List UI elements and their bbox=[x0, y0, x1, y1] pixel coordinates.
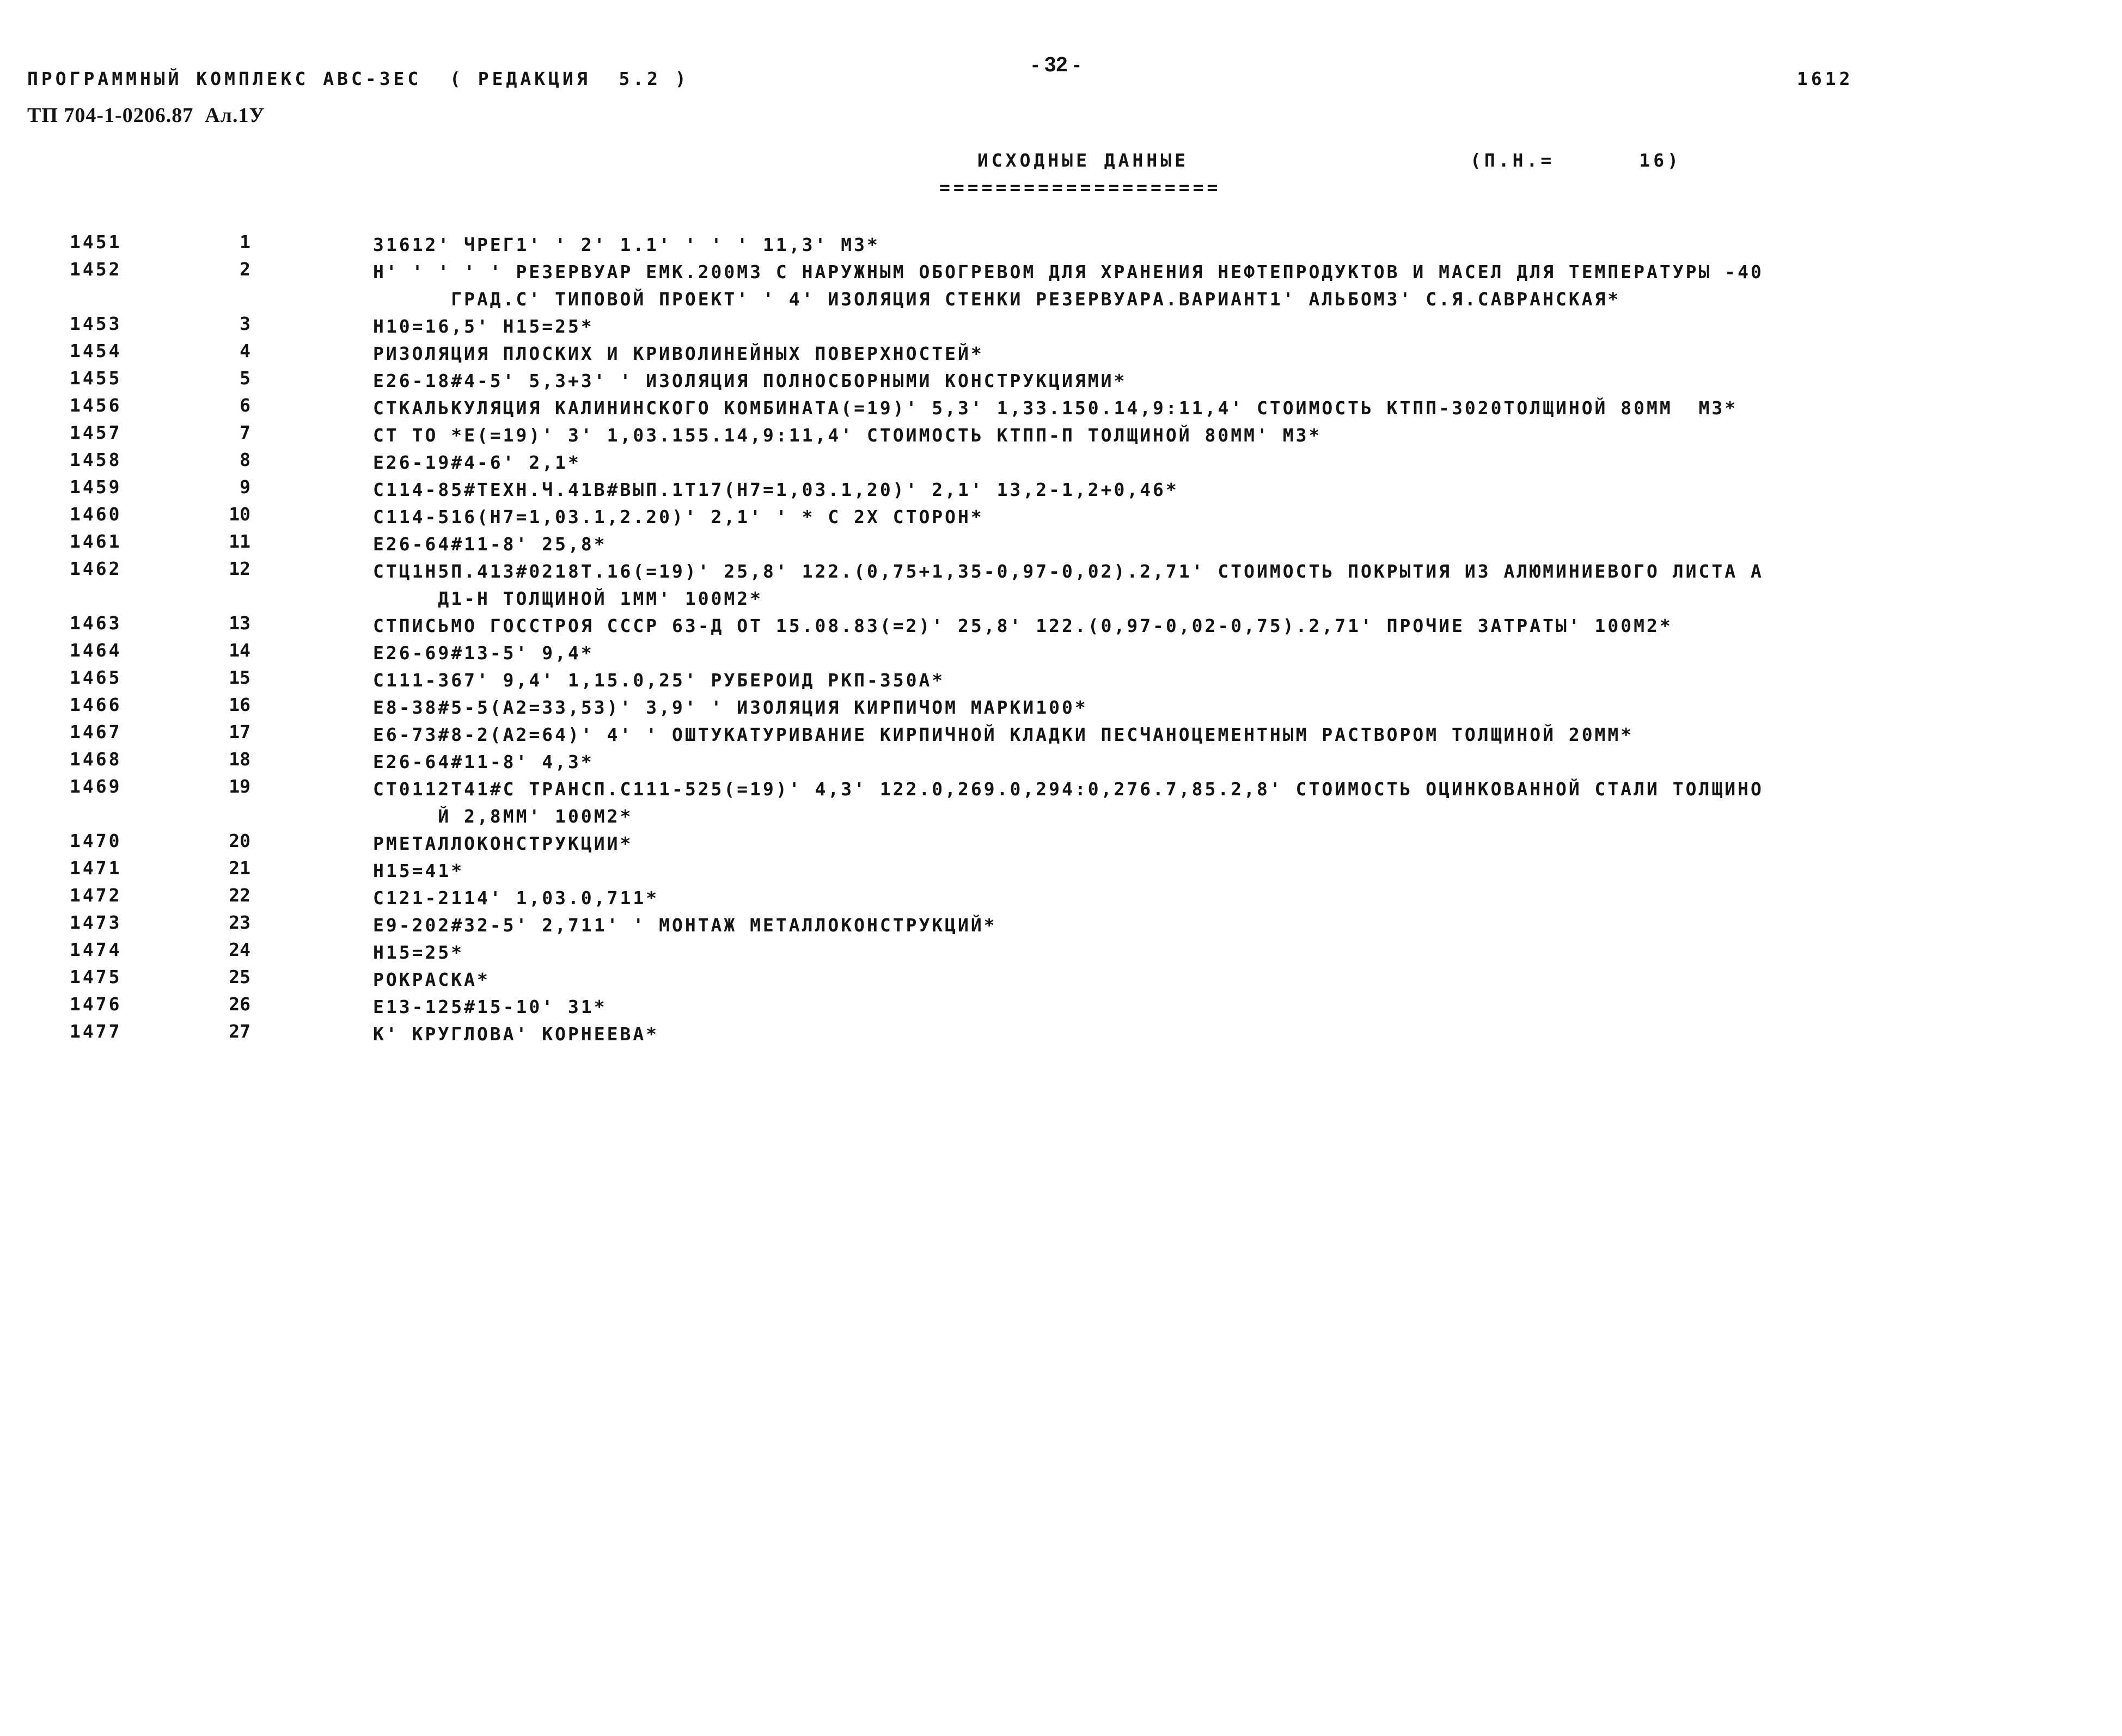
line-number: 1451 bbox=[70, 231, 122, 253]
listing-row bbox=[0, 612, 2122, 640]
sequence-number: 20 bbox=[229, 830, 250, 851]
record-text: Е26-64#11-8' 4,3* bbox=[373, 751, 594, 772]
sequence-number: 1 bbox=[240, 231, 250, 253]
line-number: 1474 bbox=[70, 939, 122, 960]
line-number: 1455 bbox=[70, 367, 122, 389]
line-number: 1457 bbox=[70, 422, 122, 443]
record-text-block bbox=[373, 667, 2110, 694]
line-number: 1469 bbox=[70, 776, 122, 797]
line-number: 1473 bbox=[70, 912, 122, 933]
record-text-block bbox=[373, 612, 2110, 640]
line-number: 1454 bbox=[70, 340, 122, 361]
record-text: СТЦ1Н5П.413#0218Т.16(=19)' 25,8' 122.(0,75+1,35-0,97-0,02).2,71' СТОИМОСТЬ ПОКРЫТИЯ ИЗ АЛЮМИНИЕВОГО ЛИСТА А bbox=[373, 561, 1764, 582]
listing-row bbox=[0, 231, 2122, 259]
record-text: Е26-69#13-5' 9,4* bbox=[373, 642, 594, 664]
listing-row bbox=[0, 857, 2122, 885]
record-text-block bbox=[373, 558, 2110, 612]
sequence-number: 9 bbox=[240, 476, 250, 498]
record-text: С114-516(Н7=1,03.1,2.20)' 2,1' ' * С 2Х СТОРОН* bbox=[373, 506, 984, 527]
sequence-number: 13 bbox=[229, 612, 250, 634]
record-text-continuation: Й 2,8ММ' 100М2* bbox=[373, 806, 633, 827]
line-number: 1475 bbox=[70, 966, 122, 987]
sequence-number: 10 bbox=[229, 504, 250, 525]
record-text: СТКАЛЬКУЛЯЦИЯ КАЛИНИНСКОГО КОМБИНАТА(=19)' 5,3' 1,33.150.14,9:11,4' СТОИМОСТЬ КТПП-3020ТОЛЩИНОЙ 80ММ МЗ* bbox=[373, 397, 1738, 419]
document-code: ТП 704-1-0206.87 Ал.1У bbox=[27, 104, 265, 127]
line-number: 1460 bbox=[70, 504, 122, 525]
record-text-block bbox=[373, 449, 2110, 476]
record-text: РОКРАСКА* bbox=[373, 969, 490, 990]
sequence-number: 24 bbox=[229, 939, 250, 960]
record-text-block bbox=[373, 340, 2110, 367]
record-text-block bbox=[373, 749, 2110, 776]
record-text: 31612' ЧРЕГ1' ' 2' 1.1' ' ' ' 11,3' МЗ* bbox=[373, 234, 880, 255]
listing-row bbox=[0, 966, 2122, 993]
listing-row bbox=[0, 313, 2122, 340]
listing-row bbox=[0, 694, 2122, 721]
record-text-block bbox=[373, 367, 2110, 395]
listing-row bbox=[0, 395, 2122, 422]
sequence-number: 26 bbox=[229, 993, 250, 1015]
record-text: Н' ' ' ' ' РЕЗЕРВУАР ЕМК.200МЗ С НАРУЖНЫМ ОБОГРЕВОМ ДЛЯ ХРАНЕНИЯ НЕФТЕПРОДУКТОВ И МАСЕЛ ДЛЯ ТЕМПЕРАТУРЫ -40 bbox=[373, 261, 1764, 283]
record-text-block bbox=[373, 857, 2110, 885]
record-text-block bbox=[373, 1021, 2110, 1048]
record-text-continuation: ГРАД.С' ТИПОВОЙ ПРОЕКТ' ' 4' ИЗОЛЯЦИЯ СТЕНКИ РЕЗЕРВУАРА.ВАРИАНТ1' АЛЬБОМЗ' С.Я.САВРАНСКАЯ* bbox=[373, 289, 1621, 310]
sequence-number: 17 bbox=[229, 721, 250, 743]
line-number: 1470 bbox=[70, 830, 122, 851]
line-number: 1477 bbox=[70, 1021, 122, 1042]
record-text-block bbox=[373, 504, 2110, 531]
line-number: 1472 bbox=[70, 885, 122, 906]
record-text-block bbox=[373, 395, 2110, 422]
sequence-number: 16 bbox=[229, 694, 250, 715]
line-number: 1465 bbox=[70, 667, 122, 688]
sequence-number: 27 bbox=[229, 1021, 250, 1042]
listing-row bbox=[0, 531, 2122, 558]
title-underline: ==================== bbox=[939, 177, 1221, 198]
record-text-block bbox=[373, 694, 2110, 721]
record-text-block bbox=[373, 476, 2110, 504]
sequence-number: 12 bbox=[229, 558, 250, 579]
line-number: 1462 bbox=[70, 558, 122, 579]
listing-row bbox=[0, 993, 2122, 1021]
record-text: Н15=25* bbox=[373, 942, 464, 963]
line-number: 1453 bbox=[70, 313, 122, 334]
data-listing bbox=[0, 231, 2122, 1048]
listing-row bbox=[0, 885, 2122, 912]
listing-row bbox=[0, 912, 2122, 939]
record-text-block bbox=[373, 231, 2110, 259]
sequence-number: 3 bbox=[240, 313, 250, 334]
record-text: СТ0112Т41#С ТРАНСП.С111-525(=19)' 4,3' 122.0,269.0,294:0,276.7,85.2,8' СТОИМОСТЬ ОЦИНКОВАННОЙ СТАЛИ ТОЛЩИНО bbox=[373, 778, 1764, 800]
listing-row bbox=[0, 340, 2122, 367]
listing-row bbox=[0, 259, 2122, 313]
record-text-block bbox=[373, 993, 2110, 1021]
record-text: СТ ТО *Е(=19)' 3' 1,03.155.14,9:11,4' СТОИМОСТЬ КТПП-П ТОЛЩИНОЙ 80ММ' МЗ* bbox=[373, 425, 1322, 446]
record-text-block bbox=[373, 776, 2110, 830]
record-text: С114-85#ТЕХН.Ч.41В#ВЫП.1Т17(Н7=1,03.1,20)' 2,1' 13,2-1,2+0,46* bbox=[373, 479, 1179, 500]
record-text-block bbox=[373, 259, 2110, 313]
listing-row bbox=[0, 749, 2122, 776]
line-number: 1458 bbox=[70, 449, 122, 470]
listing-row bbox=[0, 721, 2122, 749]
line-number: 1464 bbox=[70, 640, 122, 661]
record-text-block bbox=[373, 830, 2110, 857]
record-text: РМЕТАЛЛОКОНСТРУКЦИИ* bbox=[373, 833, 633, 854]
line-number: 1456 bbox=[70, 395, 122, 416]
line-number: 1467 bbox=[70, 721, 122, 743]
listing-row bbox=[0, 367, 2122, 395]
sequence-number: 19 bbox=[229, 776, 250, 797]
record-text-block bbox=[373, 313, 2110, 340]
listing-row bbox=[0, 558, 2122, 612]
listing-row bbox=[0, 830, 2122, 857]
line-number: 1452 bbox=[70, 259, 122, 280]
record-text: РИЗОЛЯЦИЯ ПЛОСКИХ И КРИВОЛИНЕЙНЫХ ПОВЕРХНОСТЕЙ* bbox=[373, 343, 984, 364]
record-text-block bbox=[373, 531, 2110, 558]
section-title: ИСХОДНЫЕ ДАННЫЕ bbox=[977, 150, 1189, 171]
line-number: 1468 bbox=[70, 749, 122, 770]
record-text: К' КРУГЛОВА' КОРНЕЕВА* bbox=[373, 1023, 659, 1045]
record-text: С111-367' 9,4' 1,15.0,25' РУБЕРОИД РКП-350А* bbox=[373, 670, 945, 691]
line-number: 1476 bbox=[70, 993, 122, 1015]
listing-row bbox=[0, 1021, 2122, 1048]
listing-row bbox=[0, 667, 2122, 694]
record-text: Е13-125#15-10' 31* bbox=[373, 996, 607, 1017]
record-text-continuation: Д1-Н ТОЛЩИНОЙ 1ММ' 100М2* bbox=[373, 588, 763, 609]
sequence-number: 15 bbox=[229, 667, 250, 688]
record-text: Е8-38#5-5(А2=33,53)' 3,9' ' ИЗОЛЯЦИЯ КИРПИЧОМ МАРКИ100* bbox=[373, 697, 1088, 718]
record-text-block bbox=[373, 966, 2110, 993]
sequence-number: 14 bbox=[229, 640, 250, 661]
record-text: Е26-18#4-5' 5,3+3' ' ИЗОЛЯЦИЯ ПОЛНОСБОРНЫМИ КОНСТРУКЦИЯМИ* bbox=[373, 370, 1127, 391]
page-number: - 32 - bbox=[1032, 53, 1080, 76]
sequence-number: 21 bbox=[229, 857, 250, 879]
sequence-number: 18 bbox=[229, 749, 250, 770]
listing-row bbox=[0, 504, 2122, 531]
record-text-block bbox=[373, 885, 2110, 912]
listing-row bbox=[0, 422, 2122, 449]
sequence-number: 7 bbox=[240, 422, 250, 443]
sequence-number: 22 bbox=[229, 885, 250, 906]
record-text: Е26-64#11-8' 25,8* bbox=[373, 533, 607, 555]
record-text: Е9-202#32-5' 2,711' ' МОНТАЖ МЕТАЛЛОКОНСТРУКЦИЙ* bbox=[373, 915, 997, 936]
record-text-block bbox=[373, 422, 2110, 449]
line-number: 1463 bbox=[70, 612, 122, 634]
record-text: Е6-73#8-2(А2=64)' 4' ' ОШТУКАТУРИВАНИЕ КИРПИЧНОЙ КЛАДКИ ПЕСЧАНОЦЕМЕНТНЫМ РАСТВОРОМ ТОЛЩИНОЙ 20ММ* bbox=[373, 724, 1634, 745]
record-text: Н15=41* bbox=[373, 860, 464, 881]
sequence-number: 4 bbox=[240, 340, 250, 361]
listing-row bbox=[0, 776, 2122, 830]
sequence-number: 25 bbox=[229, 966, 250, 987]
sequence-number: 5 bbox=[240, 367, 250, 389]
sequence-number: 8 bbox=[240, 449, 250, 470]
record-text: Н10=16,5' Н15=25* bbox=[373, 316, 594, 337]
section-parameter: (П.Н.= 16) bbox=[1470, 150, 1682, 171]
record-text-block bbox=[373, 939, 2110, 966]
record-text: СТПИСЬМО ГОССТРОЯ СССР 63-Д ОТ 15.08.83(=2)' 25,8' 122.(0,97-0,02-0,75).2,71' ПРОЧИЕ ЗАТРАТЫ' 100М2* bbox=[373, 615, 1673, 636]
listing-row bbox=[0, 640, 2122, 667]
program-header: ПРОГРАММНЫЙ КОМПЛЕКС АВС-ЗЕС ( РЕДАКЦИЯ 5.2 ) bbox=[27, 68, 689, 89]
listing-row bbox=[0, 449, 2122, 476]
line-number: 1466 bbox=[70, 694, 122, 715]
record-text-block bbox=[373, 912, 2110, 939]
sequence-number: 11 bbox=[229, 531, 250, 552]
record-text: С121-2114' 1,03.0,711* bbox=[373, 887, 659, 909]
sequence-number: 2 bbox=[240, 259, 250, 280]
sequence-number: 23 bbox=[229, 912, 250, 933]
record-text: Е26-19#4-6' 2,1* bbox=[373, 452, 581, 473]
sheet-number: 1612 bbox=[1797, 68, 1854, 89]
line-number: 1459 bbox=[70, 476, 122, 498]
line-number: 1461 bbox=[70, 531, 122, 552]
record-text-block bbox=[373, 721, 2110, 749]
line-number: 1471 bbox=[70, 857, 122, 879]
listing-row bbox=[0, 939, 2122, 966]
record-text-block bbox=[373, 640, 2110, 667]
listing-row bbox=[0, 476, 2122, 504]
sequence-number: 6 bbox=[240, 395, 250, 416]
